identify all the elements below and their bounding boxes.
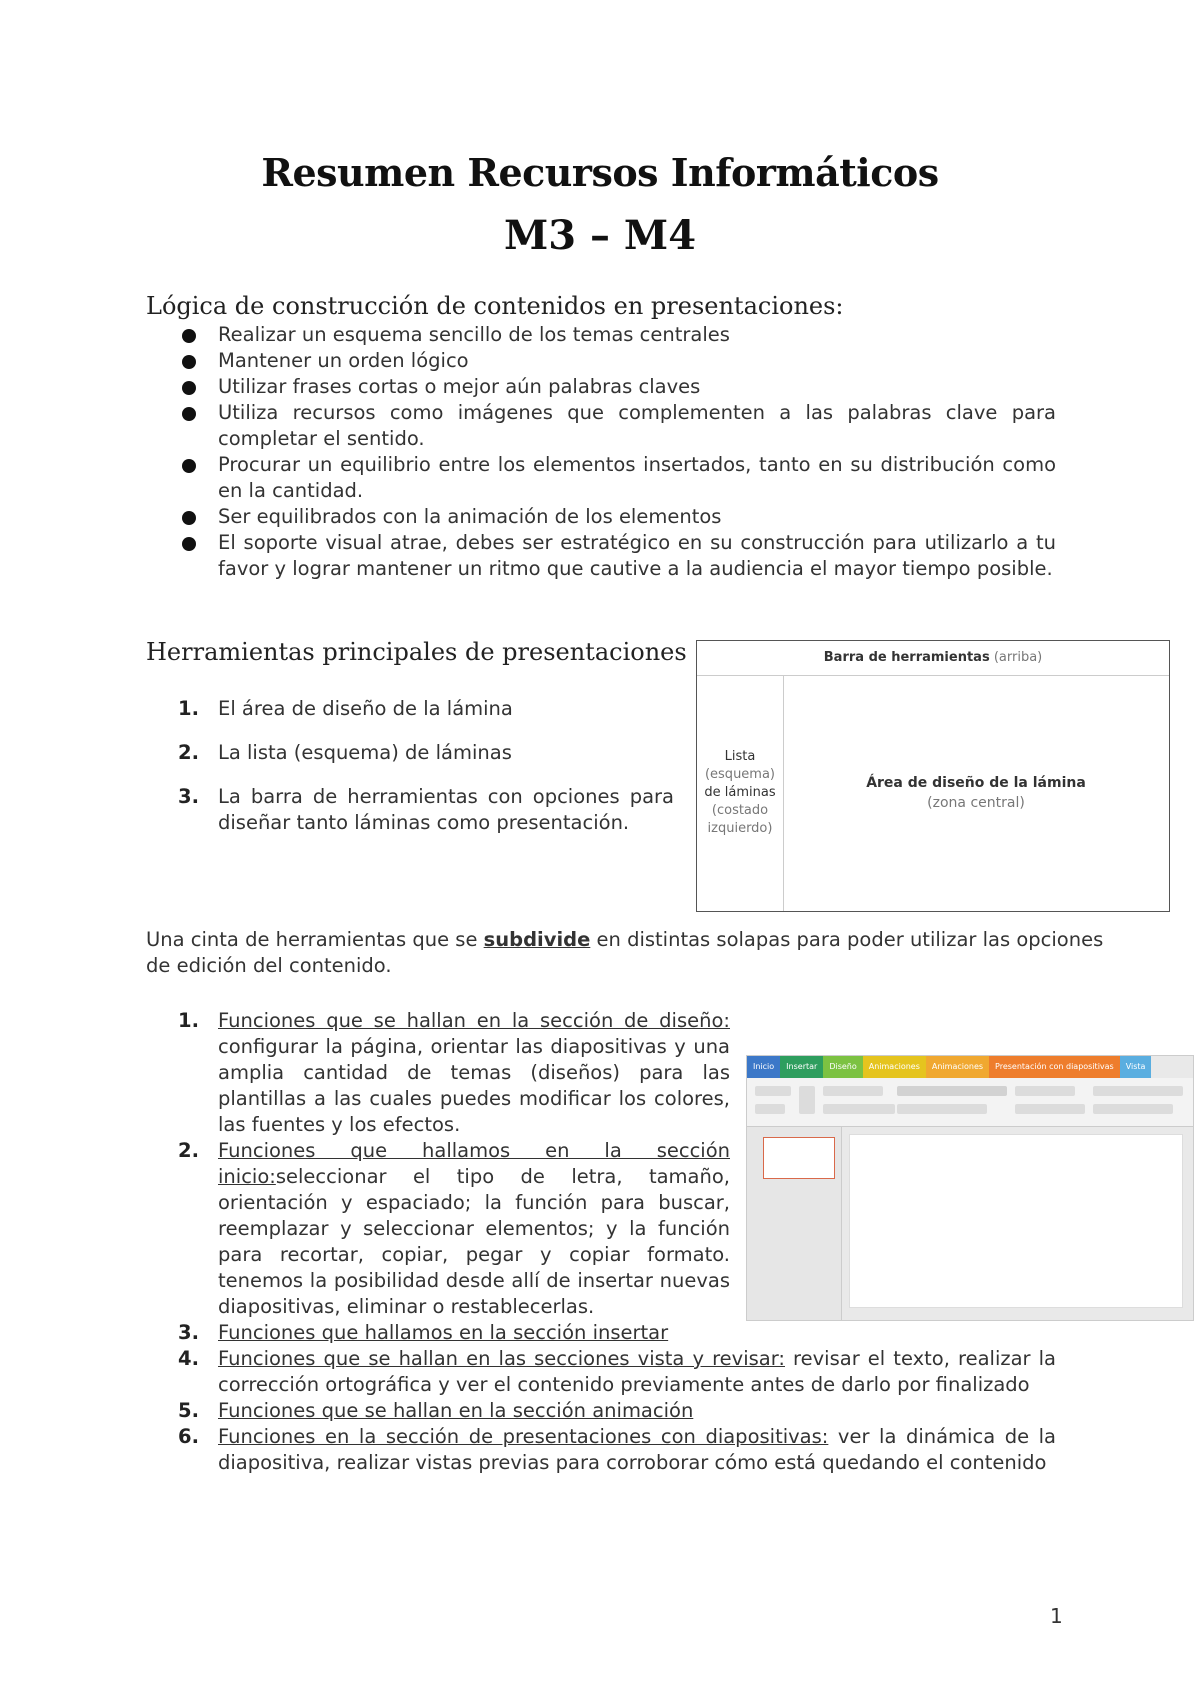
diagram-list-line: (esquema) [704, 767, 776, 782]
item-number: 3. [178, 1321, 199, 1344]
bullet-item [218, 400, 1056, 452]
bullet-dot-icon [182, 459, 196, 473]
ppt-ribbon-tabs [747, 1056, 1193, 1078]
tools-list [178, 696, 674, 854]
bullet-text: Utiliza recursos como imágenes que complementen a las palabras clave para completar el sentido. [218, 401, 1056, 450]
bullet-dot-icon [182, 355, 196, 369]
tools-item [178, 740, 674, 766]
item-number: 2. [178, 741, 199, 764]
ppt-slide-list [747, 1127, 842, 1320]
item-text: La lista (esquema) de láminas [218, 741, 512, 764]
item-text: El área de diseño de la lámina [218, 697, 513, 720]
ppt-slide-canvas [849, 1134, 1183, 1308]
bullet-dot-icon [182, 407, 196, 421]
function-item [178, 1398, 1056, 1424]
bullet-dot-icon [182, 381, 196, 395]
ppt-ribbon [747, 1078, 1193, 1127]
diagram-list-area [697, 675, 784, 911]
bullet-text: Utilizar frases cortas o mejor aún palabras claves [218, 375, 701, 398]
bullet-item [218, 530, 1056, 582]
bullet-item [218, 322, 1056, 348]
diagram-list-line: (costado [711, 803, 769, 818]
function-item [178, 1320, 1056, 1346]
function-item [178, 1346, 1057, 1398]
diagram-list-line: de láminas [704, 785, 776, 800]
bullet-text: El soporte visual atrae, debes ser estratégico en su construcción para utilizarlo a tu favor y lograr mantener un ritmo que cautive a la audiencia el mayor tiempo posible. [218, 531, 1056, 580]
page-number: 1 [1050, 1604, 1063, 1628]
bullet-item [218, 504, 1056, 530]
ribbon-paragraph [146, 927, 1106, 979]
diagram-list-line: Lista [724, 749, 756, 764]
paragraph-underlined: subdivide [483, 928, 591, 951]
diagram-toolbar-label: Barra de herramientas [823, 650, 990, 665]
bullet-text: Procurar un equilibrio entre los elementos insertados, tanto en su distribución como en la cantidad. [218, 453, 1056, 502]
bullet-text: Realizar un esquema sencillo de los temas centrales [218, 323, 730, 346]
diagram-list-label [704, 748, 775, 838]
item-number: 4. [178, 1347, 199, 1370]
diagram-design-area [783, 675, 1169, 911]
function-description: revisar el texto, realizar la corrección ortográfica y ver el contenido previamente antes de darlo por finalizado [218, 1347, 1057, 1396]
diagram-list-line: izquierdo) [707, 821, 773, 836]
item-number: 1. [178, 697, 199, 720]
function-heading: Funciones que hallamos en la sección insertar [218, 1321, 669, 1344]
function-item [178, 1424, 1057, 1476]
document-title: Resumen Recursos Informáticos [261, 150, 939, 195]
function-description: configurar la página, orientar las diapositivas y una amplia cantidad de temas (diseños) para las plantillas a las cuales puedes modificar los colores, las fuentes y los efectos. [218, 1035, 730, 1136]
paragraph-text-after: en distintas solapas para poder utilizar las opciones de edición del contenido. [146, 928, 1104, 977]
section-heading-logic: Lógica de construcción de contenidos en presentaciones: [146, 292, 844, 320]
function-heading: Funciones que hallamos en la sección inicio: [218, 1139, 730, 1188]
bullet-dot-icon [182, 537, 196, 551]
item-number: 6. [178, 1425, 199, 1448]
function-description: ver la dinámica de la diapositiva, realizar vistas previas para corroborar cómo está quedando el contenido [218, 1425, 1057, 1474]
paragraph-text-before: Una cinta de herramientas que se [146, 928, 484, 951]
ppt-tab: Vista [1120, 1056, 1152, 1078]
function-heading: Funciones que se hallan en la sección animación [218, 1399, 694, 1422]
bullet-text: Mantener un orden lógico [218, 349, 469, 372]
bullet-list [218, 322, 1056, 582]
bullet-item [218, 348, 1056, 374]
function-description: seleccionar el tipo de letra, tamaño, orientación y espaciado; la función para buscar, reemplazar y seleccionar elementos; y la función para recortar, copiar, pegar y copiar formato. tenemos la posibilidad desde allí de insertar nuevas diapositivas, eliminar o restablecerlas. [218, 1165, 730, 1318]
ppt-tab: Presentación con diapositivas [989, 1056, 1120, 1078]
item-text: La barra de herramientas con opciones para diseñar tanto láminas como presentación. [218, 785, 674, 834]
layout-diagram [696, 640, 1170, 912]
item-number: 5. [178, 1399, 199, 1422]
bullet-text: Ser equilibrados con la animación de los elementos [218, 505, 722, 528]
item-number: 2. [178, 1139, 199, 1162]
item-number: 3. [178, 785, 199, 808]
bullet-item [218, 452, 1056, 504]
ppt-tab: Inicio [747, 1056, 780, 1078]
function-heading: Funciones en la sección de presentaciones con diapositivas: [218, 1425, 829, 1448]
ppt-tab: Diseño [823, 1056, 862, 1078]
function-heading: Funciones que se hallan en las secciones vista y revisar: [218, 1347, 785, 1370]
item-number: 1. [178, 1009, 199, 1032]
function-heading: Funciones que se hallan en la sección de diseño: [218, 1009, 730, 1032]
function-item [178, 1138, 730, 1320]
powerpoint-screenshot [746, 1055, 1194, 1321]
diagram-toolbar-area [697, 641, 1169, 676]
diagram-design-label: Área de diseño de la lámina [866, 775, 1086, 791]
diagram-toolbar-note: (arriba) [993, 650, 1043, 665]
ppt-tab: Insertar [780, 1056, 823, 1078]
ppt-tab: Animaciones [863, 1056, 926, 1078]
tools-item [178, 784, 674, 836]
ppt-tab: Animaciones [926, 1056, 989, 1078]
document-subtitle: M3 – M4 [503, 212, 697, 259]
diagram-design-note: (zona central) [927, 795, 1025, 811]
tools-item [178, 696, 674, 722]
ppt-slide-thumbnail [763, 1137, 835, 1179]
section-heading-tools: Herramientas principales de presentaciones [146, 638, 687, 666]
bullet-dot-icon [182, 329, 196, 343]
bullet-item [218, 374, 1056, 400]
bullet-dot-icon [182, 511, 196, 525]
